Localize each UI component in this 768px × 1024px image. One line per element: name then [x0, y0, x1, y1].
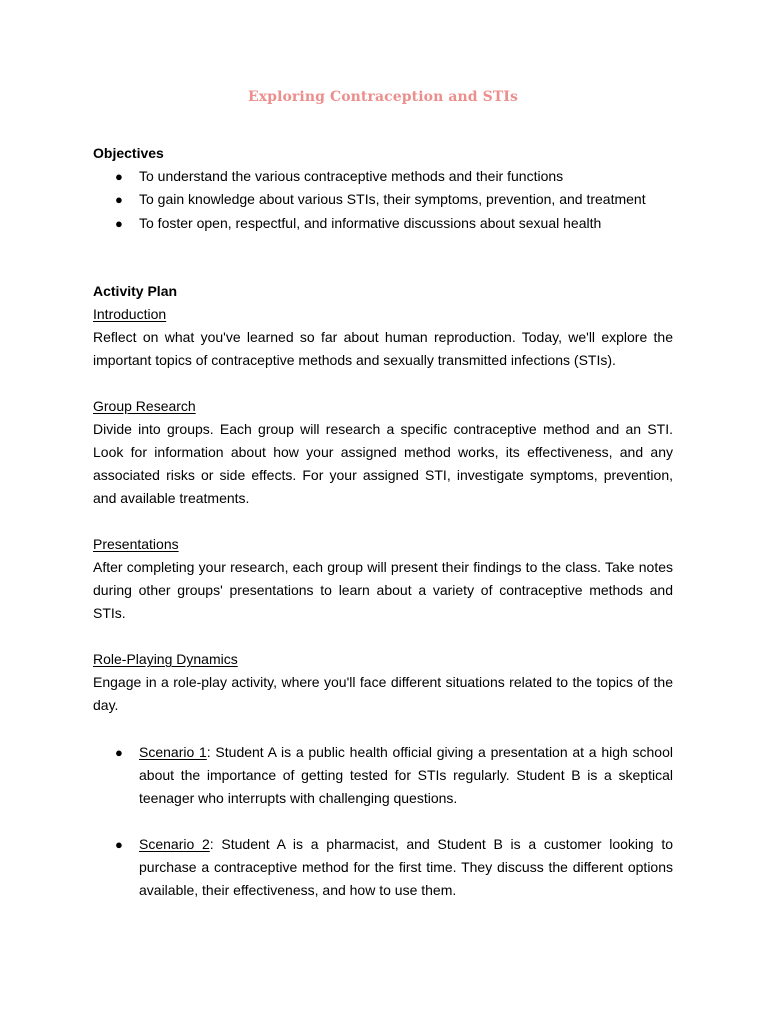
role-playing-text: Engage in a role-play activity, where you'll face different situations related to the topics of the day. — [93, 674, 673, 714]
presentations-heading: Presentations — [93, 536, 179, 552]
objectives-section — [93, 142, 673, 235]
list-item — [93, 212, 673, 235]
objectives-heading: Objectives — [93, 145, 164, 161]
list-item — [93, 188, 673, 211]
objectives-list — [93, 165, 673, 235]
introduction-text: Reflect on what you've learned so far about human reproduction. Today, we'll explore the important topics of contraceptive methods and sexually transmitted infections (STIs). — [93, 329, 673, 369]
scenario-2 — [93, 833, 673, 902]
presentations-section — [93, 533, 673, 625]
scenario-1 — [93, 741, 673, 810]
document-title: Exploring Contraception and STIs — [247, 89, 519, 105]
objective-text: To gain knowledge about various STIs, their symptoms, prevention, and treatment — [139, 191, 646, 208]
bullet-icon: ● — [115, 745, 123, 760]
role-playing-heading: Role-Playing Dynamics — [93, 651, 238, 667]
objective-text: To foster open, respectful, and informative discussions about sexual health — [139, 214, 602, 231]
introduction-heading: Introduction — [93, 306, 167, 322]
bullet-icon: ● — [115, 215, 123, 231]
group-research-heading: Group Research — [93, 398, 196, 414]
list-item — [93, 165, 673, 188]
group-research-text: Divide into groups. Each group will research a specific contraceptive method and an STI. Look for information about how your assigned method works, its effectiveness, and any associated risks or side effects. For your assigned STI, investigate symptoms, prevention, and available treatments. — [93, 421, 673, 507]
scenario-label: Scenario 1 — [139, 744, 207, 760]
activity-plan-heading: Activity Plan — [93, 283, 178, 299]
scenario-label: Scenario 2 — [139, 836, 210, 852]
list-item — [93, 833, 673, 902]
scenario-text: : Student A is a public health official giving a presentation at a high school about the importance of getting tested for STIs regularly. Student B is a skeptical teenager who interrupts with challenging questions. — [139, 744, 673, 807]
role-playing-section — [93, 648, 673, 717]
bullet-icon: ● — [115, 837, 123, 852]
group-research-section — [93, 395, 673, 510]
bullet-icon: ● — [115, 169, 123, 184]
objective-text: To understand the various contraceptive methods and their functions — [139, 168, 564, 184]
bullet-icon: ● — [115, 192, 123, 208]
list-item — [93, 741, 673, 810]
scenario-text: : Student A is a pharmacist, and Student B is a customer looking to purchase a contraceptive method for the first time. They discuss the different options available, their effectiveness, and how to use them. — [139, 836, 673, 899]
presentations-text: After completing your research, each group will present their findings to the class. Take notes during other groups' presentations to learn about a variety of contraceptive methods and STIs. — [93, 559, 673, 622]
activity-plan-section — [93, 280, 673, 372]
